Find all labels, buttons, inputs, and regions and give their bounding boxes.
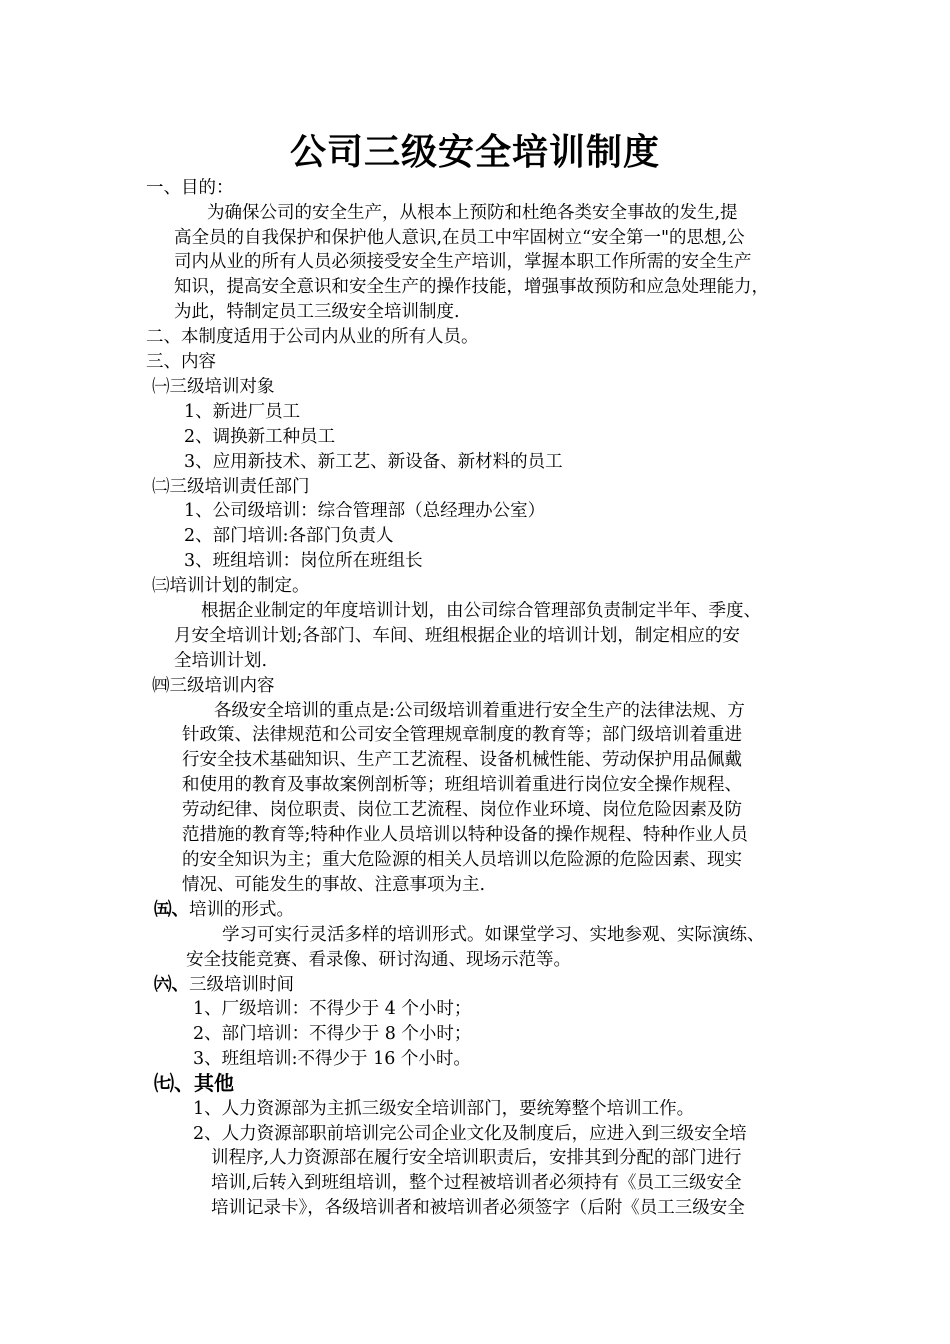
list-item: 3、班组培训:不得少于 16 个小时。 — [193, 1049, 471, 1069]
section-3-heading: 三、内容 — [146, 352, 216, 372]
list-item: 1、新进厂员工 — [184, 402, 301, 422]
list-item-continuation: 训程序,人力资源部在履行安全培训职责后，安排其到分配的部门进行 — [211, 1148, 742, 1168]
list-item: 2、部门培训:各部门负责人 — [184, 526, 394, 546]
subsection-5-heading — [154, 898, 294, 922]
paragraph-line: 情况、可能发生的事故、注意事项为主. — [182, 875, 486, 895]
subsection-1-heading: ㈠三级培训对象 — [152, 377, 275, 397]
section-1-line: 知识，提高安全意识和安全生产的操作技能，增强事故预防和应急处理能力， — [174, 277, 769, 297]
subsection-2-heading: ㈡三级培训责任部门 — [152, 477, 310, 497]
subsection-6-number: ㈥、 — [154, 975, 189, 995]
paragraph-line: 针政策、法律规范和公司安全管理规章制度的教育等；部门级培训着重进 — [182, 725, 742, 745]
section-1-line: 高全员的自我保护和保护他人意识,在员工中牢固树立“安全第一"的思想,公 — [174, 228, 745, 248]
paragraph-line: 各级安全培训的重点是:公司级培训着重进行安全生产的法律法规、方 — [214, 701, 745, 721]
paragraph-line: 的安全知识为主；重大危险源的相关人员培训以危险源的危险因素、现实 — [182, 850, 742, 870]
subsection-4-heading: ㈣三级培训内容 — [152, 676, 275, 696]
paragraph-line: 学习可实行灵活多样的培训形式。如课堂学习、实地参观、实际演练、 — [222, 925, 765, 945]
list-item: 1、公司级培训：综合管理部（总经理办公室） — [184, 501, 546, 521]
list-item: 2、调换新工种员工 — [184, 427, 336, 447]
section-1-line: 为此，特制定员工三级安全培训制度. — [174, 302, 460, 322]
section-1-heading: 一、目的： — [146, 178, 234, 198]
list-item: 2、人力资源部职前培训完公司企业文化及制度后，应进入到三级安全培 — [193, 1124, 747, 1144]
section-1-line: 司内从业的所有人员必须接受安全生产培训，掌握本职工作所需的安全生产 — [174, 252, 752, 272]
paragraph-line: 范措施的教育等;特种作业人员培训以特种设备的操作规程、特种作业人员 — [182, 825, 748, 845]
paragraph-line: 月安全培训计划;各部门、车间、班组根据企业的培训计划，制定相应的安 — [174, 626, 740, 646]
paragraph-line: 全培训计划. — [174, 651, 268, 671]
subsection-6-heading — [154, 973, 294, 997]
subsection-5-number: ㈤、 — [154, 900, 189, 920]
list-item-continuation: 培训,后转入到班组培训，整个过程被培训者必须持有《员工三级安全 — [211, 1173, 742, 1193]
paragraph-line: 根据企业制定的年度培训计划，由公司综合管理部负责制定半年、季度、 — [201, 601, 761, 621]
paragraph-line: 劳动纪律、岗位职责、岗位工艺流程、岗位作业环境、岗位危险因素及防 — [182, 800, 742, 820]
list-item: 3、应用新技术、新工艺、新设备、新材料的员工 — [184, 452, 563, 472]
document-title: 公司三级安全培训制度 — [289, 132, 660, 173]
section-1-line: 为确保公司的安全生产，从根本上预防和杜绝各类安全事故的发生,提 — [207, 203, 738, 223]
subsection-6-title: 三级培训时间 — [189, 975, 294, 995]
subsection-7-heading: ㈦、其他 — [154, 1071, 234, 1095]
subsection-3-heading: ㈢培训计划的制定。 — [152, 576, 310, 596]
paragraph-line: 行安全技术基础知识、生产工艺流程、设备机械性能、劳动保护用品佩戴 — [182, 750, 742, 770]
section-2-heading: 二、本制度适用于公司内从业的所有人员。 — [146, 327, 479, 347]
list-item: 1、人力资源部为主抓三级安全培训部门，要统筹整个培训工作。 — [193, 1099, 695, 1119]
paragraph-line: 和使用的教育及事故案例剖析等；班组培训着重进行岗位安全操作规程、 — [182, 775, 742, 795]
list-item: 3、班组培训：岗位所在班组长 — [184, 551, 423, 571]
list-item: 2、部门培训：不得少于 8 个小时； — [193, 1024, 472, 1044]
list-item-continuation: 培训记录卡》，各级培训者和被培训者必须签字（后附《员工三级安全 — [211, 1198, 745, 1218]
paragraph-line: 安全技能竞赛、看录像、研讨沟通、现场示范等。 — [186, 950, 571, 970]
list-item: 1、厂级培训：不得少于 4 个小时； — [193, 999, 472, 1019]
subsection-5-title: 培训的形式。 — [189, 900, 294, 920]
